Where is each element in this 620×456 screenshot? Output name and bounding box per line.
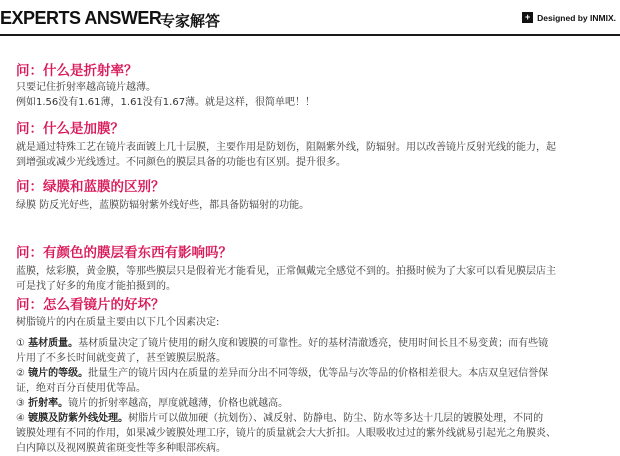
qa-section	[16, 178, 614, 213]
qa-section	[16, 244, 614, 294]
answer-line: 到增强或减少光线透过。不同颜色的膜层具备的功能也有区别。提升很多。	[16, 157, 346, 168]
header-title: EXPERTS ANSWER	[0, 8, 162, 28]
item-text: 片用了不多长时间就变黄了，甚至镀膜层脱落。	[16, 353, 226, 364]
answer-line: 只要记住折射率越高镜片越薄。	[16, 82, 156, 93]
question-heading: 问：什么是折射率？	[16, 63, 138, 79]
brand	[522, 12, 616, 23]
question-heading: 问：绿膜和蓝膜的区别？	[16, 179, 165, 195]
item-text: 镀膜处理有不同的作用，如果减少镀膜处理工序，镜片的质量就会大大折扣。人眼吸收过过的紫外线就易引起光之角膜炎、	[16, 428, 556, 439]
qa-section	[16, 62, 614, 110]
question-heading: 问：有颜色的膜层看东西有影响吗？	[16, 245, 232, 261]
item-number: ①	[16, 338, 25, 349]
item-title: 镀膜及防紫外线处理。	[28, 413, 129, 424]
question-heading: 问：怎么看镜片的好坏？	[16, 297, 165, 313]
item-text: 树脂片可以做加硬（抗划伤）、减反射、防静电、防尘、防水等多达十几层的镀膜处理，不同的	[128, 413, 544, 424]
answer-line: 例如1.56没有1.61薄，1.61没有1.67薄。就是这样，很简单吧！！	[16, 97, 316, 108]
item-text: 证，绝对百分百使用优等品。	[16, 383, 146, 394]
list-item	[16, 411, 614, 456]
qa-section	[16, 296, 614, 456]
list-item	[16, 396, 614, 411]
qa-section	[16, 120, 614, 170]
header	[0, 0, 620, 38]
plus-square-icon: +	[522, 12, 533, 23]
answer-line: 绿膜 防反光好些，蓝膜防辐射紫外线好些，都具备防辐射的功能。	[16, 200, 310, 211]
answer-line: 蓝膜，炫彩膜，黄金膜，等那些膜层只是假着光才能看见，正常佩戴完全感觉不到的。拍摄时候为了大家可以看见膜层店主	[16, 266, 556, 277]
brand-label: Designed by INMIX.	[537, 12, 616, 23]
list-item	[16, 336, 614, 366]
item-text: 批量生产的镜片因内在质量的差异而分出不同等级，优等品与次等品的价格相差很大。本店双皇冠信誉保	[88, 368, 549, 379]
item-title: 折射率。	[28, 398, 69, 409]
answer-line: 可是找了好多的角度才能拍摄到的。	[16, 281, 176, 292]
header-divider	[0, 34, 620, 36]
question-heading: 问：什么是加膜？	[16, 121, 124, 137]
item-title: 基材质量。	[28, 338, 79, 349]
list-item	[16, 366, 614, 396]
item-number: ④	[16, 413, 25, 424]
header-subtitle: 专家解答	[160, 12, 221, 30]
item-title: 镜片的等级。	[28, 368, 89, 379]
item-text: 镜片的折射率越高，厚度就越薄，价格也就越高。	[68, 398, 289, 409]
item-number: ③	[16, 398, 25, 409]
item-text: 白内障以及视网膜黄雀斑变性等多种眼部疾病。	[16, 443, 226, 454]
answer-line: 就是通过特殊工艺在镜片表面镀上几十层膜，主要作用是防划伤，阻隔紫外线，防辐射。用以改善镜片反射光线的能力，起	[16, 142, 556, 153]
item-number: ②	[16, 368, 25, 379]
item-text: 基材质量决定了镜片使用的耐久度和镀膜的可靠性。好的基材清澈透亮，使用时间长且不易变黄；而有些镜	[78, 338, 549, 349]
answer-line: 树脂镜片的内在质量主要由以下几个因素决定:	[16, 317, 220, 328]
